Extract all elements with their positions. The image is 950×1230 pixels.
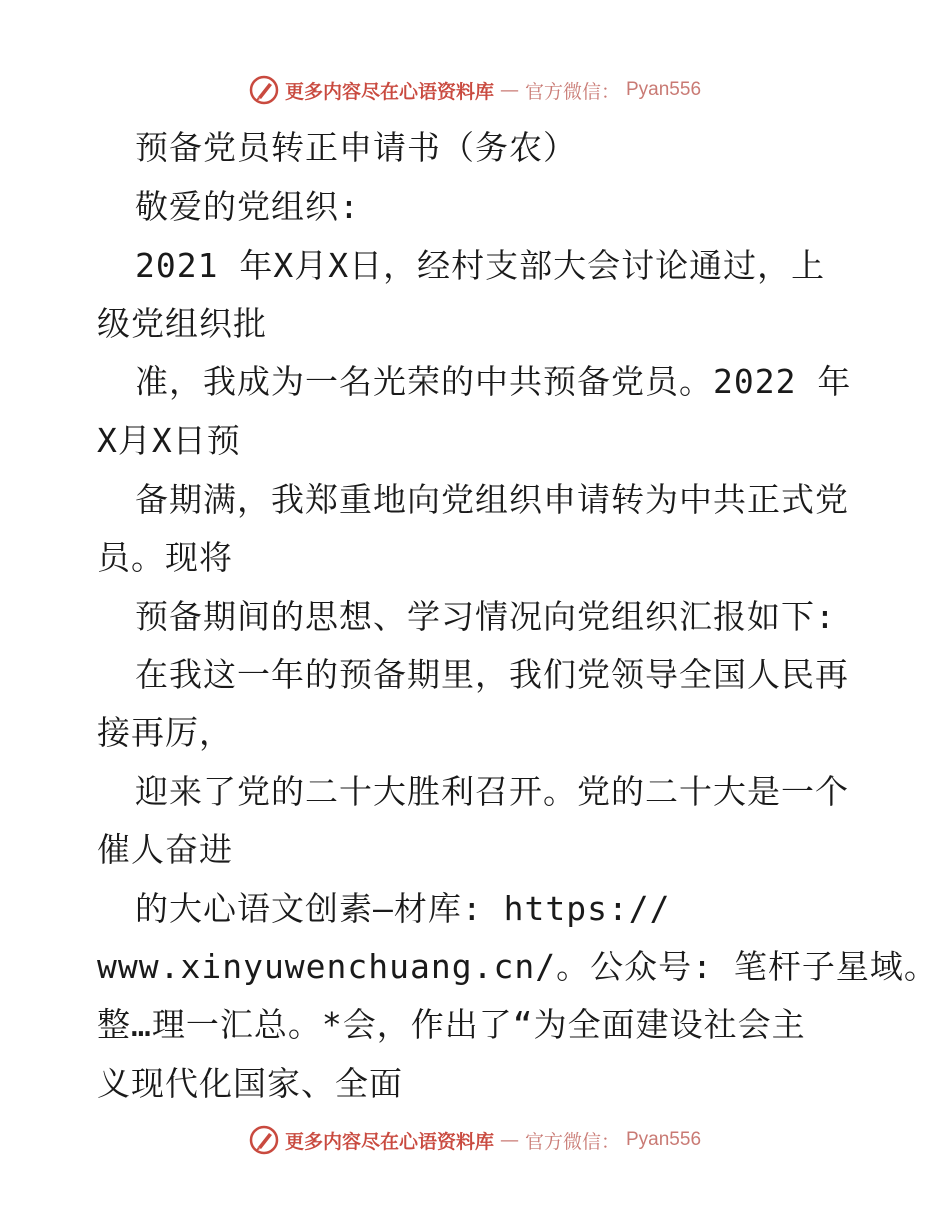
paragraph-line: 准，我成为一名光荣的中共预备党员。2022 年 xyxy=(135,362,852,401)
banner-wechat-id: Pyan556 xyxy=(626,1129,702,1150)
paragraph-line: 催人奋进 xyxy=(97,830,233,869)
quill-pen-logo-icon xyxy=(249,75,279,105)
document-title: 预备党员转正申请书（务农） xyxy=(135,128,577,167)
banner-main-text: 更多内容尽在心语资料库 xyxy=(284,1130,494,1153)
paragraph-line: 义现代化国家、全面 xyxy=(97,1064,403,1103)
paragraph-line: 预备期间的思想、学习情况向党组织汇报如下: xyxy=(135,597,836,636)
banner-wechat-id: Pyan556 xyxy=(626,79,702,100)
paragraph-line: 级党组织批 xyxy=(97,304,267,343)
paragraph-line: 的大心语文创素—材库: https:// xyxy=(135,889,671,928)
banner-dash: — xyxy=(499,1129,519,1151)
paragraph-line: 员。现将 xyxy=(97,538,233,577)
paragraph-line: X月X日预 xyxy=(97,421,241,460)
paragraph-line: 接再厉， xyxy=(97,713,233,752)
paragraph-line: 在我这一年的预备期里，我们党领导全国人民再 xyxy=(135,655,849,694)
salutation: 敬爱的党组织: xyxy=(135,187,360,226)
banner-wechat-label: 官方微信： xyxy=(524,1130,620,1153)
paragraph-line: www.xinyuwenchuang.cn/。公众号: 笔杆子星域。 xyxy=(97,947,938,986)
banner-main-text: 更多内容尽在心语资料库 xyxy=(284,80,494,103)
paragraph-line: 备期满，我郑重地向党组织申请转为中共正式党 xyxy=(135,480,849,519)
banner-dash: — xyxy=(499,79,519,101)
footer-banner xyxy=(0,1122,950,1158)
paragraph-line: 迎来了党的二十大胜利召开。党的二十大是一个 xyxy=(135,772,849,811)
banner-wechat-label: 官方微信： xyxy=(524,80,620,103)
quill-pen-logo-icon xyxy=(249,1125,279,1155)
paragraph-line: 整…理一汇总。*会，作出了“为全面建设社会主 xyxy=(97,1005,806,1044)
header-banner xyxy=(0,72,950,108)
paragraph-line: 2021 年X月X日，经村支部大会讨论通过，上 xyxy=(135,246,826,285)
